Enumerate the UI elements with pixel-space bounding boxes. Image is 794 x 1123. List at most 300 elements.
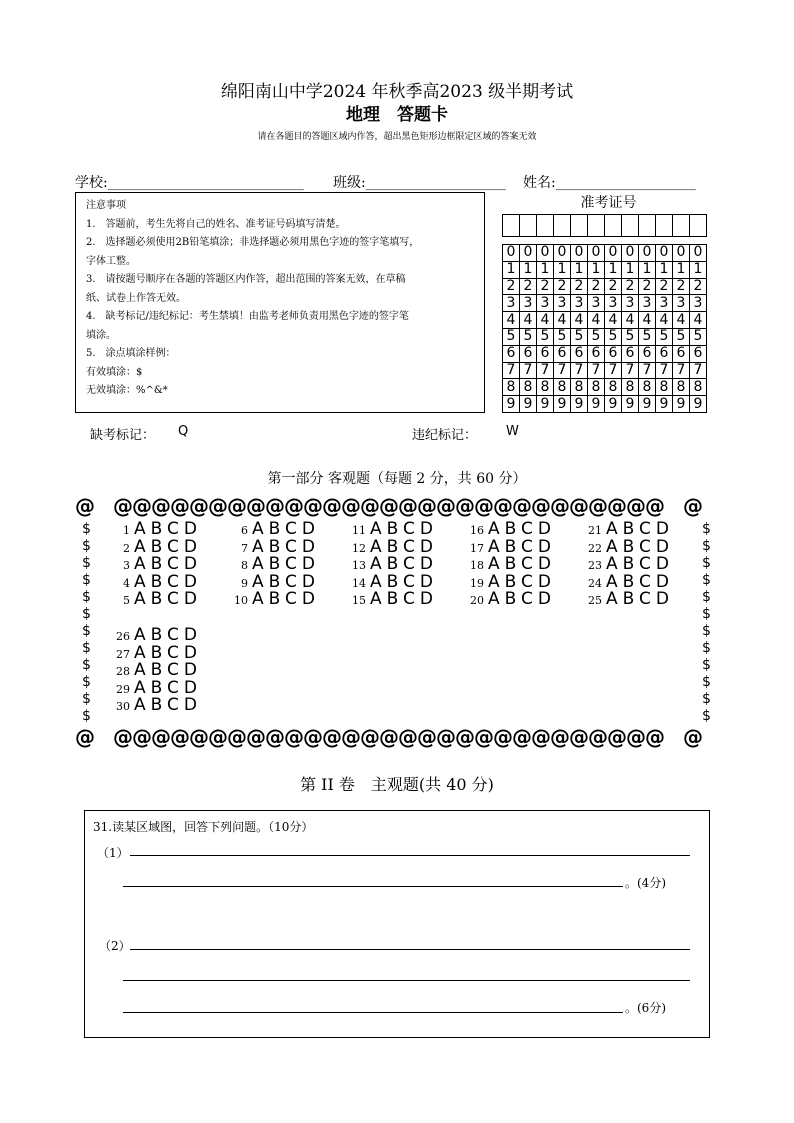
- option-bubble[interactable]: A: [134, 660, 151, 680]
- exam-id-digit-bubble[interactable]: 6: [656, 345, 673, 362]
- exam-id-digit-bubble[interactable]: 8: [605, 379, 622, 396]
- exam-id-digit-bubble[interactable]: 5: [622, 328, 639, 345]
- option-bubble[interactable]: B: [386, 536, 404, 557]
- exam-id-digit-bubble[interactable]: 8: [639, 379, 656, 396]
- exam-id-digit-bubble[interactable]: 2: [537, 278, 554, 295]
- exam-id-digit-bubble[interactable]: 5: [673, 328, 690, 345]
- option-bubble[interactable]: B: [150, 571, 168, 592]
- exam-id-digit-bubble[interactable]: 3: [503, 295, 520, 312]
- exam-id-write-cell[interactable]: [690, 215, 707, 237]
- option-bubble[interactable]: D: [183, 695, 202, 715]
- notes-line: 5. 涂点填涂样例：: [86, 348, 176, 359]
- option-bubble[interactable]: D: [183, 571, 202, 592]
- option-bubble[interactable]: D: [655, 571, 674, 592]
- exam-id-digit-bubble[interactable]: 0: [605, 245, 622, 262]
- exam-id-write-cell[interactable]: [622, 215, 639, 237]
- exam-id-digit-bubble[interactable]: 2: [690, 278, 707, 295]
- option-bubble[interactable]: D: [537, 519, 556, 539]
- exam-id-digit-bubble[interactable]: 7: [588, 362, 605, 379]
- question-number: 8: [241, 559, 248, 572]
- question-number: 23: [588, 559, 602, 572]
- option-bubble[interactable]: B: [504, 536, 522, 557]
- exam-id-digit-bubble[interactable]: 0: [503, 245, 520, 262]
- exam-id-digit-bubble[interactable]: 1: [690, 261, 707, 278]
- question-number: 27: [116, 647, 130, 661]
- exam-id-write-cell[interactable]: [571, 215, 588, 237]
- exam-id-digit-bubble[interactable]: 9: [503, 396, 520, 413]
- option-bubble[interactable]: D: [537, 536, 556, 557]
- option-bubble[interactable]: B: [150, 554, 168, 574]
- option-bubble[interactable]: C: [167, 519, 184, 539]
- exam-id-digit-bubble[interactable]: 9: [554, 396, 571, 413]
- timing-mark: $: [702, 555, 711, 571]
- exam-id-digit-bubble[interactable]: 8: [673, 379, 690, 396]
- option-bubble[interactable]: D: [419, 571, 438, 592]
- exam-id-digit-bubble[interactable]: 1: [639, 261, 656, 278]
- exam-id-digit-bubble[interactable]: 9: [605, 396, 622, 413]
- exam-id-digit-bubble[interactable]: 4: [639, 312, 656, 329]
- exam-id-digit-bubble[interactable]: 7: [639, 362, 656, 379]
- exam-id-write-cell[interactable]: [503, 215, 520, 237]
- timing-mark: $: [82, 572, 91, 588]
- exam-id-digit-bubble[interactable]: 5: [520, 328, 537, 345]
- option-bubble[interactable]: D: [183, 660, 202, 680]
- exam-id-digit-bubble[interactable]: 8: [656, 379, 673, 396]
- option-bubble[interactable]: C: [639, 554, 656, 574]
- exam-id-digit-bubble[interactable]: 3: [673, 295, 690, 312]
- option-bubble[interactable]: B: [150, 625, 168, 645]
- timing-mark: $: [82, 606, 91, 622]
- violation-mark-bubble[interactable]: W: [506, 424, 519, 439]
- exam-id-digit-bubble[interactable]: 9: [571, 396, 588, 413]
- exam-id-digit-bubble[interactable]: 5: [537, 328, 554, 345]
- exam-id-digit-bubble[interactable]: 3: [571, 295, 588, 312]
- option-bubble[interactable]: B: [386, 589, 404, 609]
- exam-id-write-cell[interactable]: [588, 215, 605, 237]
- q31-sub2-answer-line[interactable]: [123, 980, 690, 981]
- option-bubble[interactable]: B: [268, 589, 286, 609]
- option-bubble[interactable]: A: [134, 554, 151, 574]
- notes-line: 有效填涂：$: [86, 366, 143, 378]
- option-bubble[interactable]: B: [150, 677, 168, 698]
- exam-id-digit-bubble[interactable]: 5: [605, 328, 622, 345]
- option-bubble[interactable]: A: [370, 519, 387, 539]
- option-bubble[interactable]: A: [606, 554, 623, 574]
- question-number: 18: [470, 559, 484, 572]
- part1-bottom-border: @ @@@@@@@@@@@@@@@@@@@@@@@@@@@@@ @: [75, 725, 702, 749]
- option-bubble[interactable]: A: [488, 519, 505, 539]
- option-bubble[interactable]: B: [504, 571, 522, 592]
- exam-id-digit-bubble[interactable]: 6: [520, 345, 537, 362]
- exam-id-digit-bubble[interactable]: 4: [554, 312, 571, 329]
- exam-id-digit-bubble[interactable]: 0: [656, 245, 673, 262]
- option-bubble[interactable]: D: [537, 589, 556, 609]
- exam-id-digit-bubble[interactable]: 4: [605, 312, 622, 329]
- option-bubble[interactable]: A: [606, 536, 623, 557]
- exam-id-digit-bubble[interactable]: 2: [639, 278, 656, 295]
- option-bubble[interactable]: A: [252, 589, 269, 609]
- option-bubble[interactable]: C: [285, 589, 302, 609]
- exam-id-digit-bubble[interactable]: 6: [673, 345, 690, 362]
- exam-id-digit-bubble[interactable]: 6: [503, 345, 520, 362]
- option-bubble[interactable]: C: [167, 571, 184, 592]
- option-bubble[interactable]: C: [285, 554, 302, 574]
- option-bubble[interactable]: D: [183, 589, 202, 609]
- class-field[interactable]: 班级:____________________: [333, 175, 506, 191]
- option-bubble[interactable]: D: [301, 589, 320, 609]
- exam-id-title: 准考证号: [580, 195, 637, 211]
- q31-sub2-score: 。(6分): [625, 1001, 666, 1015]
- exam-id-digit-bubble[interactable]: 9: [520, 396, 537, 413]
- name-field[interactable]: 姓名:____________________: [523, 175, 696, 191]
- question-5: [108, 589, 202, 609]
- question-number: 28: [116, 665, 130, 678]
- option-bubble[interactable]: A: [370, 589, 387, 609]
- option-bubble[interactable]: B: [268, 554, 286, 574]
- option-bubble[interactable]: D: [655, 536, 674, 557]
- option-bubble[interactable]: A: [134, 695, 151, 715]
- option-bubble[interactable]: D: [301, 554, 320, 574]
- option-bubble[interactable]: B: [150, 536, 168, 557]
- notes-line: 2. 选择题必须使用2B铅笔填涂；非选择题必须用黑色字迹的签字笔填写，: [86, 237, 420, 248]
- option-bubble[interactable]: D: [419, 536, 438, 557]
- exam-id-digit-bubble[interactable]: 0: [554, 245, 571, 262]
- option-bubble[interactable]: C: [167, 642, 184, 663]
- absent-mark-bubble[interactable]: Q: [178, 424, 189, 439]
- exam-id-digit-bubble[interactable]: 1: [605, 261, 622, 278]
- option-bubble[interactable]: C: [403, 554, 420, 574]
- exam-id-write-cell[interactable]: [673, 215, 690, 237]
- exam-id-digit-bubble[interactable]: 3: [588, 295, 605, 312]
- option-bubble[interactable]: C: [167, 677, 184, 698]
- question-number: 7: [241, 541, 248, 555]
- option-bubble[interactable]: A: [134, 642, 151, 663]
- exam-id-digit-bubble[interactable]: 1: [622, 261, 639, 278]
- q31-stem: 31.读某区域图，回答下列问题。（10分）: [93, 820, 314, 834]
- option-bubble[interactable]: C: [167, 554, 184, 574]
- exam-id-digit-bubble[interactable]: 9: [622, 396, 639, 413]
- exam-id-digit-bubble[interactable]: 7: [673, 362, 690, 379]
- option-bubble[interactable]: C: [639, 536, 656, 557]
- exam-id-digit-bubble[interactable]: 6: [639, 345, 656, 362]
- exam-id-digit-bubble[interactable]: 2: [656, 278, 673, 295]
- option-bubble[interactable]: B: [268, 536, 286, 557]
- exam-id-write-cell[interactable]: [639, 215, 656, 237]
- question-number: 12: [352, 541, 366, 555]
- exam-id-digit-bubble[interactable]: 5: [571, 328, 588, 345]
- option-bubble[interactable]: D: [537, 554, 556, 574]
- school-field[interactable]: 学校:____________________________: [75, 175, 304, 191]
- option-bubble[interactable]: D: [183, 554, 202, 574]
- option-bubble[interactable]: D: [655, 519, 674, 539]
- exam-id-digit-bubble[interactable]: 8: [571, 379, 588, 396]
- option-bubble[interactable]: A: [134, 677, 151, 698]
- exam-id-digit-bubble[interactable]: 9: [690, 396, 707, 413]
- exam-id-digit-bubble[interactable]: 3: [639, 295, 656, 312]
- option-bubble[interactable]: B: [622, 571, 640, 592]
- option-bubble[interactable]: C: [403, 589, 420, 609]
- option-bubble[interactable]: C: [521, 589, 538, 609]
- notes-box: [75, 192, 485, 413]
- notes-line: 4. 缺考标记/违纪标记：考生禁填！由监考老师负责用黑色字迹的签字笔: [86, 311, 409, 322]
- exam-id-digit-bubble[interactable]: 5: [656, 328, 673, 345]
- question-number: 22: [588, 541, 602, 555]
- option-bubble[interactable]: C: [521, 571, 538, 592]
- timing-mark: $: [82, 708, 91, 724]
- option-bubble[interactable]: C: [639, 589, 656, 609]
- question-number: 9: [241, 576, 248, 590]
- q31-sub2-answer-line[interactable]: [123, 1012, 623, 1013]
- exam-id-digit-bubble[interactable]: 3: [690, 295, 707, 312]
- option-bubble[interactable]: D: [419, 554, 438, 574]
- option-bubble[interactable]: C: [167, 536, 184, 557]
- exam-id-digit-bubble[interactable]: 1: [503, 261, 520, 278]
- exam-id-digit-bubble[interactable]: 6: [588, 345, 605, 362]
- option-bubble[interactable]: C: [285, 536, 302, 557]
- exam-id-digit-bubble[interactable]: 6: [605, 345, 622, 362]
- part1-left-border: [82, 521, 91, 725]
- exam-id-digit-bubble[interactable]: 9: [673, 396, 690, 413]
- option-bubble[interactable]: C: [167, 695, 184, 715]
- option-bubble[interactable]: B: [504, 519, 522, 539]
- exam-id-digit-bubble[interactable]: 0: [588, 245, 605, 262]
- option-bubble[interactable]: A: [606, 589, 623, 609]
- exam-id-digit-bubble[interactable]: 0: [673, 245, 690, 262]
- exam-id-digit-bubble[interactable]: 7: [554, 362, 571, 379]
- exam-id-digit-bubble[interactable]: 2: [571, 278, 588, 295]
- exam-id-digit-bubble[interactable]: 3: [622, 295, 639, 312]
- exam-id-digit-bubble[interactable]: 1: [656, 261, 673, 278]
- exam-id-write-cell[interactable]: [520, 215, 537, 237]
- timing-mark: $: [702, 708, 711, 724]
- q31-sub1-answer-line[interactable]: [130, 855, 690, 856]
- option-bubble[interactable]: C: [521, 519, 538, 539]
- exam-id-digit-bubble[interactable]: 0: [622, 245, 639, 262]
- exam-id-digit-bubble[interactable]: 2: [605, 278, 622, 295]
- option-bubble[interactable]: A: [488, 589, 505, 609]
- option-bubble[interactable]: C: [403, 519, 420, 539]
- exam-id-digit-bubble[interactable]: 4: [588, 312, 605, 329]
- exam-id-write-cell[interactable]: [554, 215, 571, 237]
- option-bubble[interactable]: D: [301, 571, 320, 592]
- option-bubble[interactable]: B: [504, 554, 522, 574]
- option-bubble[interactable]: C: [639, 519, 656, 539]
- exam-id-write-cell[interactable]: [537, 215, 554, 237]
- question-number: 19: [470, 576, 484, 590]
- exam-id-digit-bubble[interactable]: 3: [656, 295, 673, 312]
- exam-id-digit-bubble[interactable]: 3: [520, 295, 537, 312]
- exam-id-digit-bubble[interactable]: 4: [673, 312, 690, 329]
- exam-id-digit-bubble[interactable]: 6: [537, 345, 554, 362]
- exam-id-digit-bubble[interactable]: 2: [588, 278, 605, 295]
- option-bubble[interactable]: C: [521, 554, 538, 574]
- q31-sub1-answer-line[interactable]: [123, 886, 623, 887]
- option-bubble[interactable]: A: [252, 519, 269, 539]
- exam-id-digit-bubble[interactable]: 8: [588, 379, 605, 396]
- option-bubble[interactable]: C: [403, 536, 420, 557]
- page-subtitle: 地理 答题卡: [346, 105, 448, 125]
- exam-id-digit-bubble[interactable]: 9: [639, 396, 656, 413]
- exam-id-digit-bubble[interactable]: 7: [537, 362, 554, 379]
- exam-id-digit-bubble[interactable]: 7: [605, 362, 622, 379]
- question-20: [462, 589, 556, 609]
- exam-id-digit-bubble[interactable]: 2: [673, 278, 690, 295]
- exam-id-write-cell[interactable]: [605, 215, 622, 237]
- question-number: 11: [352, 524, 366, 537]
- option-bubble[interactable]: A: [134, 589, 151, 609]
- exam-id-digit-bubble[interactable]: 7: [690, 362, 707, 379]
- option-bubble[interactable]: B: [268, 519, 286, 539]
- option-bubble[interactable]: B: [150, 519, 168, 539]
- option-bubble[interactable]: D: [183, 519, 202, 539]
- exam-id-digit-bubble[interactable]: 9: [588, 396, 605, 413]
- option-bubble[interactable]: A: [488, 554, 505, 574]
- timing-mark: $: [702, 640, 711, 656]
- q31-sub2-answer-line[interactable]: [130, 949, 690, 950]
- option-bubble[interactable]: B: [622, 519, 640, 539]
- exam-id-digit-bubble[interactable]: 5: [690, 328, 707, 345]
- exam-id-digit-bubble[interactable]: 0: [520, 245, 537, 262]
- exam-id-digit-bubble[interactable]: 8: [537, 379, 554, 396]
- exam-id-digit-bubble[interactable]: 2: [622, 278, 639, 295]
- option-bubble[interactable]: A: [252, 536, 269, 557]
- exam-id-digit-bubble[interactable]: 4: [690, 312, 707, 329]
- exam-id-digit-bubble[interactable]: 3: [537, 295, 554, 312]
- option-bubble[interactable]: B: [268, 571, 286, 592]
- option-bubble[interactable]: D: [183, 677, 202, 698]
- exam-id-digit-bubble[interactable]: 0: [690, 245, 707, 262]
- option-bubble[interactable]: D: [301, 536, 320, 557]
- option-bubble[interactable]: B: [622, 554, 640, 574]
- exam-id-digit-bubble[interactable]: 3: [605, 295, 622, 312]
- exam-id-digit-bubble[interactable]: 2: [554, 278, 571, 295]
- option-bubble[interactable]: B: [386, 554, 404, 574]
- exam-id-digit-bubble[interactable]: 0: [537, 245, 554, 262]
- exam-id-digit-bubble[interactable]: 7: [503, 362, 520, 379]
- option-bubble[interactable]: D: [655, 589, 674, 609]
- option-bubble[interactable]: A: [252, 554, 269, 574]
- exam-id-digit-bubble[interactable]: 7: [656, 362, 673, 379]
- exam-id-digit-bubble[interactable]: 1: [520, 261, 537, 278]
- question-number: 14: [352, 576, 366, 590]
- exam-id-digit-bubble[interactable]: 6: [622, 345, 639, 362]
- option-bubble[interactable]: D: [419, 589, 438, 609]
- exam-id-digit-bubble[interactable]: 4: [622, 312, 639, 329]
- exam-id-digit-bubble[interactable]: 4: [537, 312, 554, 329]
- exam-id-digit-bubble[interactable]: 8: [690, 379, 707, 396]
- exam-id-digit-bubble[interactable]: 6: [690, 345, 707, 362]
- exam-id-digit-bubble[interactable]: 9: [537, 396, 554, 413]
- exam-id-digit-bubble[interactable]: 8: [503, 379, 520, 396]
- option-bubble[interactable]: B: [386, 571, 404, 592]
- option-bubble[interactable]: A: [488, 536, 505, 557]
- exam-id-digit-bubble[interactable]: 1: [588, 261, 605, 278]
- option-bubble[interactable]: B: [386, 519, 404, 539]
- exam-id-digit-bubble[interactable]: 0: [571, 245, 588, 262]
- exam-id-digit-bubble[interactable]: 1: [537, 261, 554, 278]
- exam-id-digit-bubble[interactable]: 7: [571, 362, 588, 379]
- option-bubble[interactable]: D: [655, 554, 674, 574]
- exam-id-digit-bubble[interactable]: 4: [503, 312, 520, 329]
- exam-id-digit-bubble[interactable]: 4: [656, 312, 673, 329]
- exam-id-digit-bubble[interactable]: 0: [639, 245, 656, 262]
- exam-id-digit-bubble[interactable]: 7: [520, 362, 537, 379]
- option-bubble[interactable]: D: [301, 519, 320, 539]
- option-bubble[interactable]: B: [504, 589, 522, 609]
- option-bubble[interactable]: A: [134, 571, 151, 592]
- option-bubble[interactable]: A: [370, 536, 387, 557]
- option-bubble[interactable]: C: [285, 571, 302, 592]
- exam-id-digit-bubble[interactable]: 8: [622, 379, 639, 396]
- question-number: 20: [470, 594, 484, 607]
- option-bubble[interactable]: C: [403, 571, 420, 592]
- option-bubble[interactable]: C: [285, 519, 302, 539]
- option-bubble[interactable]: D: [419, 519, 438, 539]
- option-bubble[interactable]: C: [521, 536, 538, 557]
- timing-mark: $: [82, 555, 91, 571]
- timing-mark: $: [82, 640, 91, 656]
- option-bubble[interactable]: B: [150, 660, 168, 680]
- option-bubble[interactable]: D: [537, 571, 556, 592]
- option-bubble[interactable]: C: [167, 660, 184, 680]
- question-30: [108, 695, 202, 715]
- option-bubble[interactable]: B: [622, 589, 640, 609]
- exam-id-digit-bubble[interactable]: 1: [673, 261, 690, 278]
- exam-id-digit-bubble[interactable]: 8: [554, 379, 571, 396]
- option-bubble[interactable]: D: [183, 642, 202, 663]
- option-bubble[interactable]: B: [150, 589, 168, 609]
- option-bubble[interactable]: C: [167, 625, 184, 645]
- exam-id-digit-bubble[interactable]: 7: [622, 362, 639, 379]
- option-bubble[interactable]: B: [622, 536, 640, 557]
- option-bubble[interactable]: A: [606, 519, 623, 539]
- exam-id-write-cell[interactable]: [656, 215, 673, 237]
- option-bubble[interactable]: D: [183, 536, 202, 557]
- exam-id-digit-bubble[interactable]: 4: [520, 312, 537, 329]
- option-bubble[interactable]: A: [370, 571, 387, 592]
- exam-id-digit-bubble[interactable]: 6: [571, 345, 588, 362]
- exam-id-digit-bubble[interactable]: 2: [520, 278, 537, 295]
- option-bubble[interactable]: A: [134, 519, 151, 539]
- option-bubble[interactable]: D: [183, 625, 202, 645]
- exam-id-digit-bubble[interactable]: 5: [639, 328, 656, 345]
- option-bubble[interactable]: B: [150, 642, 168, 663]
- exam-id-digit-bubble[interactable]: 2: [503, 278, 520, 295]
- question-10: [226, 589, 320, 609]
- exam-id-digit-bubble[interactable]: 5: [554, 328, 571, 345]
- option-bubble[interactable]: A: [134, 536, 151, 557]
- exam-id-digit-bubble[interactable]: 1: [571, 261, 588, 278]
- option-bubble[interactable]: A: [370, 554, 387, 574]
- exam-id-digit-bubble[interactable]: 1: [554, 261, 571, 278]
- exam-id-digit-bubble[interactable]: 4: [571, 312, 588, 329]
- exam-id-digit-bubble[interactable]: 5: [503, 328, 520, 345]
- option-bubble[interactable]: C: [639, 571, 656, 592]
- question-number: 24: [588, 576, 602, 590]
- option-bubble[interactable]: C: [167, 589, 184, 609]
- option-bubble[interactable]: A: [606, 571, 623, 592]
- exam-id-digit-bubble[interactable]: 8: [520, 379, 537, 396]
- option-bubble[interactable]: A: [134, 625, 151, 645]
- exam-id-digit-bubble[interactable]: 5: [588, 328, 605, 345]
- option-bubble[interactable]: A: [252, 571, 269, 592]
- exam-id-digit-bubble[interactable]: 6: [554, 345, 571, 362]
- option-bubble[interactable]: A: [488, 571, 505, 592]
- exam-id-digit-bubble[interactable]: 9: [656, 396, 673, 413]
- option-bubble[interactable]: B: [150, 695, 168, 715]
- exam-id-digit-bubble[interactable]: 3: [554, 295, 571, 312]
- timing-mark: $: [702, 572, 711, 588]
